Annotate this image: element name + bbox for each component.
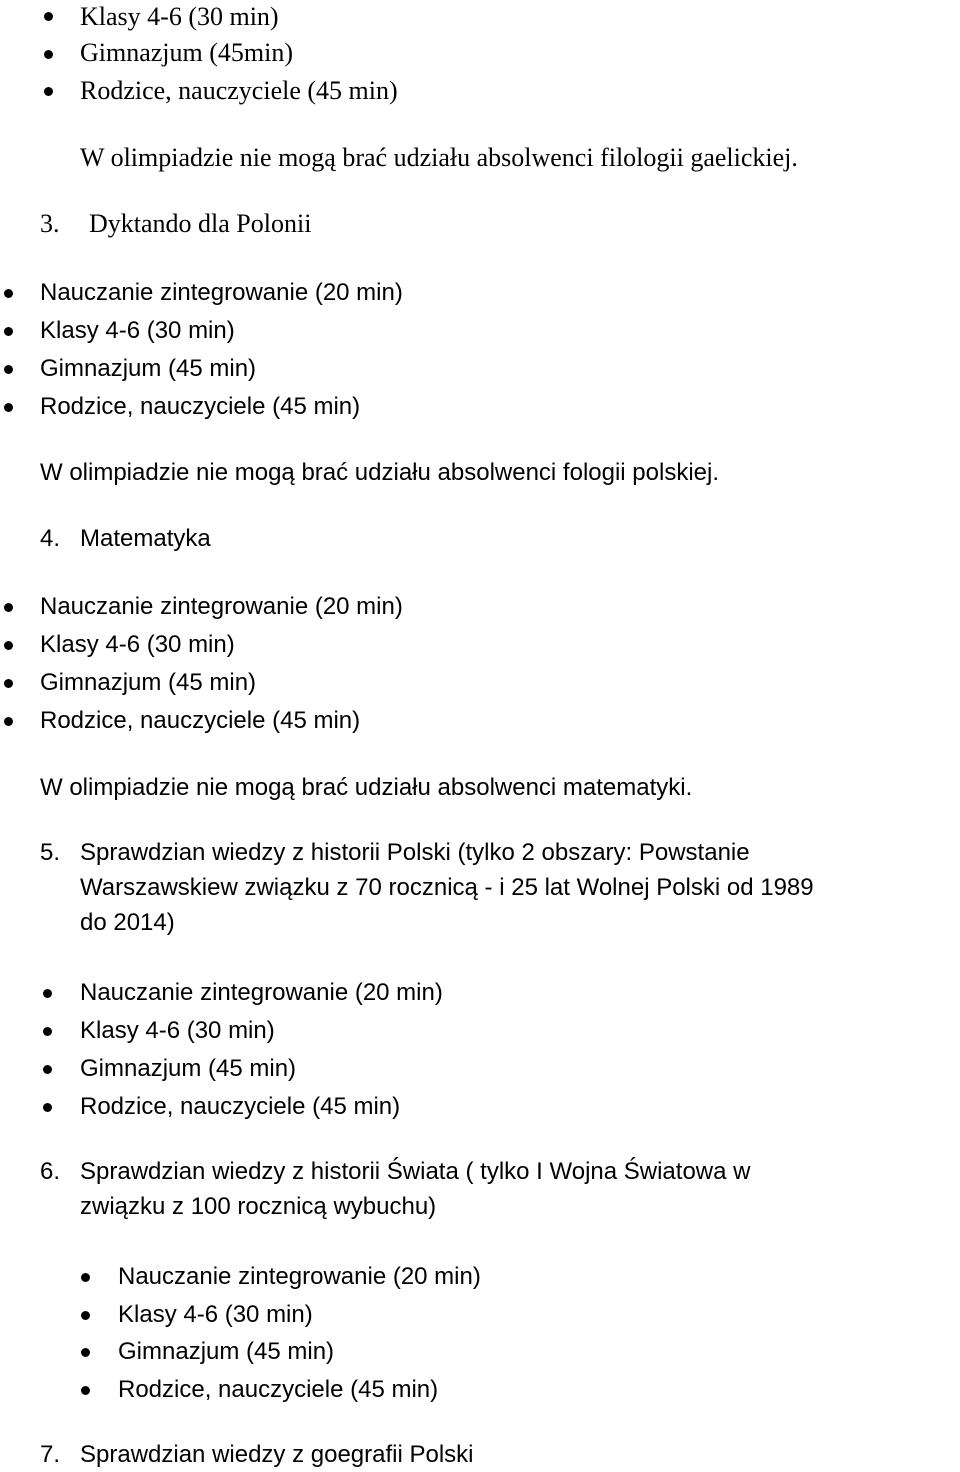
bullet-icon <box>4 289 13 298</box>
list-item: Klasy 4-6 (30 min) <box>40 317 235 344</box>
list-item: Klasy 4-6 (30 min) <box>118 1301 313 1328</box>
bullet-icon <box>81 1348 90 1357</box>
note-text: W olimpiadzie nie mogą brać udziału absolwenci filologii gaelickiej. <box>80 143 798 172</box>
bullet-icon <box>81 1311 90 1320</box>
section-number: 5. <box>40 839 61 866</box>
section-number: 3. <box>40 209 60 238</box>
list-item: Klasy 4-6 (30 min) <box>80 2 279 31</box>
bullet-icon <box>43 1103 52 1112</box>
section-title-line: związku z 100 rocznicą wybuchu) <box>80 1193 437 1220</box>
list-item: Rodzice, nauczyciele (45 min) <box>40 707 361 734</box>
bullet-icon <box>44 12 53 21</box>
section-number: 7. <box>40 1441 61 1468</box>
list-item: Nauczanie zintegrowanie (20 min) <box>40 279 403 306</box>
list-item: Gimnazjum (45 min) <box>40 355 257 382</box>
bullet-icon <box>4 327 13 336</box>
section-title-line: Sprawdzian wiedzy z historii Polski (tylko 2 obszary: Powstanie <box>80 839 750 866</box>
list-item: Nauczanie zintegrowanie (20 min) <box>80 979 443 1006</box>
section-number: 6. <box>40 1158 61 1185</box>
list-item: Rodzice, nauczyciele (45 min) <box>80 1093 401 1120</box>
list-item: Gimnazjum (45min) <box>80 38 294 67</box>
list-item: Klasy 4-6 (30 min) <box>80 1017 275 1044</box>
section-number: 4. <box>40 525 61 552</box>
list-item: Nauczanie zintegrowanie (20 min) <box>40 593 403 620</box>
bullet-icon <box>4 403 13 412</box>
bullet-icon <box>81 1273 90 1282</box>
bullet-icon <box>43 989 52 998</box>
bullet-icon <box>4 603 13 612</box>
list-item: Gimnazjum (45 min) <box>40 669 257 696</box>
bullet-icon <box>81 1386 90 1395</box>
list-item: Rodzice, nauczyciele (45 min) <box>80 76 398 105</box>
note-text: W olimpiadzie nie mogą brać udziału absolwenci matematyki. <box>40 774 693 801</box>
section-title: Sprawdzian wiedzy z goegrafii Polski <box>80 1441 474 1468</box>
bullet-icon <box>4 679 13 688</box>
list-item: Gimnazjum (45 min) <box>80 1055 297 1082</box>
list-item: Klasy 4-6 (30 min) <box>40 631 235 658</box>
note-text: W olimpiadzie nie mogą brać udziału absolwenci fologii polskiej. <box>40 459 720 486</box>
bullet-icon <box>4 717 13 726</box>
section-title: Matematyka <box>80 525 211 552</box>
bullet-icon <box>43 1027 52 1036</box>
section-title-line: Sprawdzian wiedzy z historii Świata ( tylko I Wojna Światowa w <box>80 1158 751 1185</box>
list-item: Nauczanie zintegrowanie (20 min) <box>118 1263 481 1290</box>
section-title-line: Warszawskiew związku z 70 rocznicą - i 25 lat Wolnej Polski od 1989 <box>80 874 814 901</box>
bullet-icon <box>44 50 53 59</box>
bullet-icon <box>4 365 13 374</box>
bullet-icon <box>4 641 13 650</box>
section-title: Dyktando dla Polonii <box>89 209 312 238</box>
bullet-icon <box>43 1065 52 1074</box>
list-item: Rodzice, nauczyciele (45 min) <box>40 393 361 420</box>
list-item: Rodzice, nauczyciele (45 min) <box>118 1376 439 1403</box>
bullet-icon <box>44 87 53 96</box>
section-title-line: do 2014) <box>80 909 175 936</box>
list-item: Gimnazjum (45 min) <box>118 1338 335 1365</box>
